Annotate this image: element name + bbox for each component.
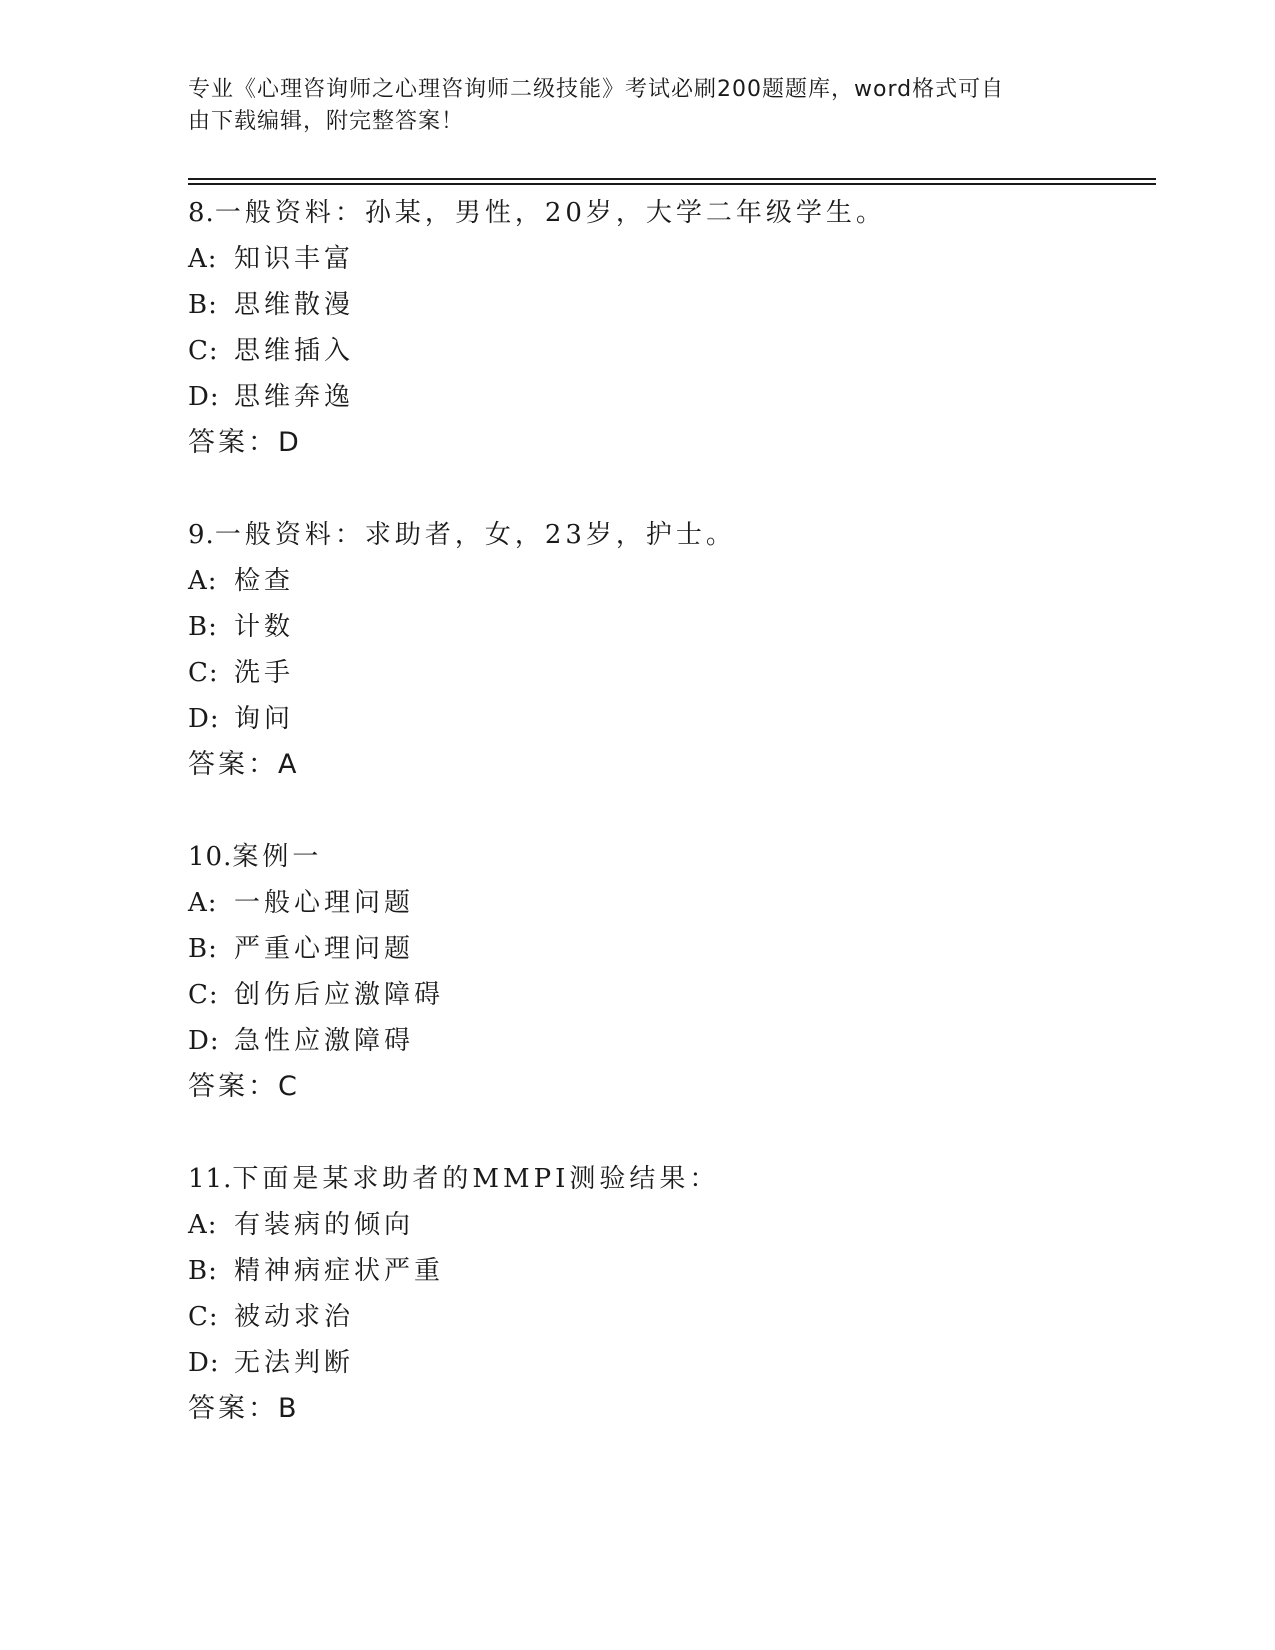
option-label: D: (188, 1026, 220, 1056)
option-b (188, 282, 1156, 328)
option-label: C: (188, 336, 219, 366)
option-a (188, 236, 1156, 282)
header-divider-bottom (188, 183, 1156, 185)
option-label: A: (188, 1210, 218, 1240)
option-text: 被动求治 (234, 1302, 355, 1332)
option-label: C: (188, 980, 219, 1010)
question-10 (188, 834, 1156, 1110)
question-number: 8. (188, 198, 215, 228)
option-label: D: (188, 704, 220, 734)
option-label: D: (188, 382, 220, 412)
question-stem (188, 834, 1156, 880)
question-9 (188, 512, 1156, 788)
answer-line (188, 1386, 1156, 1432)
option-label: A: (188, 888, 218, 918)
question-text: 一般资料：求助者，女，23岁，护士。 (214, 520, 736, 550)
option-text: 急性应激障碍 (234, 1026, 415, 1056)
answer-value: D (278, 427, 299, 458)
option-text: 知识丰富 (234, 244, 355, 274)
option-c (188, 972, 1156, 1018)
option-a (188, 880, 1156, 926)
header-line-1: 专业《心理咨询师之心理咨询师二级技能》考试必刷200题题库，word格式可自 (188, 77, 1005, 102)
question-stem (188, 1156, 1156, 1202)
option-d (188, 1340, 1156, 1386)
question-number: 11. (188, 1164, 233, 1194)
question-11 (188, 1156, 1156, 1432)
answer-value: A (278, 749, 297, 780)
answer-label: 答案： (188, 749, 278, 780)
option-text: 思维插入 (234, 336, 355, 366)
option-label: B: (188, 1256, 218, 1286)
option-text: 询问 (234, 704, 295, 734)
question-list (188, 190, 1156, 1478)
option-d (188, 1018, 1156, 1064)
question-stem (188, 512, 1156, 558)
option-label: A: (188, 244, 218, 274)
option-d (188, 696, 1156, 742)
header-divider-top (188, 178, 1156, 180)
option-text: 一般心理问题 (234, 888, 415, 918)
option-text: 创伤后应激障碍 (234, 980, 445, 1010)
answer-label: 答案： (188, 427, 278, 458)
question-text: 下面是某求助者的MMPI测验结果： (232, 1164, 720, 1194)
option-c (188, 650, 1156, 696)
option-label: A: (188, 566, 218, 596)
option-label: C: (188, 1302, 219, 1332)
option-b (188, 604, 1156, 650)
option-label: D: (188, 1348, 220, 1378)
option-text: 洗手 (234, 658, 295, 688)
option-text: 有装病的倾向 (234, 1210, 415, 1240)
question-number: 9. (188, 520, 215, 550)
answer-label: 答案： (188, 1393, 278, 1424)
option-b (188, 926, 1156, 972)
option-label: B: (188, 934, 218, 964)
option-c (188, 328, 1156, 374)
option-a (188, 1202, 1156, 1248)
option-c (188, 1294, 1156, 1340)
answer-value: B (278, 1393, 297, 1424)
question-number: 10. (188, 842, 233, 872)
option-text: 无法判断 (234, 1348, 355, 1378)
option-a (188, 558, 1156, 604)
answer-line (188, 420, 1156, 466)
option-label: B: (188, 290, 218, 320)
option-d (188, 374, 1156, 420)
option-b (188, 1248, 1156, 1294)
answer-line (188, 742, 1156, 788)
option-text: 思维散漫 (234, 290, 355, 320)
header-line-2: 由下载编辑，附完整答案！ (188, 109, 465, 134)
option-text: 检查 (234, 566, 295, 596)
document-header (188, 74, 1088, 138)
option-label: C: (188, 658, 219, 688)
answer-line (188, 1064, 1156, 1110)
question-stem (188, 190, 1156, 236)
option-text: 思维奔逸 (234, 382, 355, 412)
answer-label: 答案： (188, 1071, 278, 1102)
option-text: 严重心理问题 (234, 934, 415, 964)
answer-value: C (278, 1071, 297, 1102)
question-text: 一般资料：孙某，男性，20岁，大学二年级学生。 (214, 198, 886, 228)
option-label: B: (188, 612, 218, 642)
question-text: 案例一 (232, 842, 323, 872)
question-8 (188, 190, 1156, 466)
option-text: 精神病症状严重 (234, 1256, 445, 1286)
option-text: 计数 (234, 612, 295, 642)
